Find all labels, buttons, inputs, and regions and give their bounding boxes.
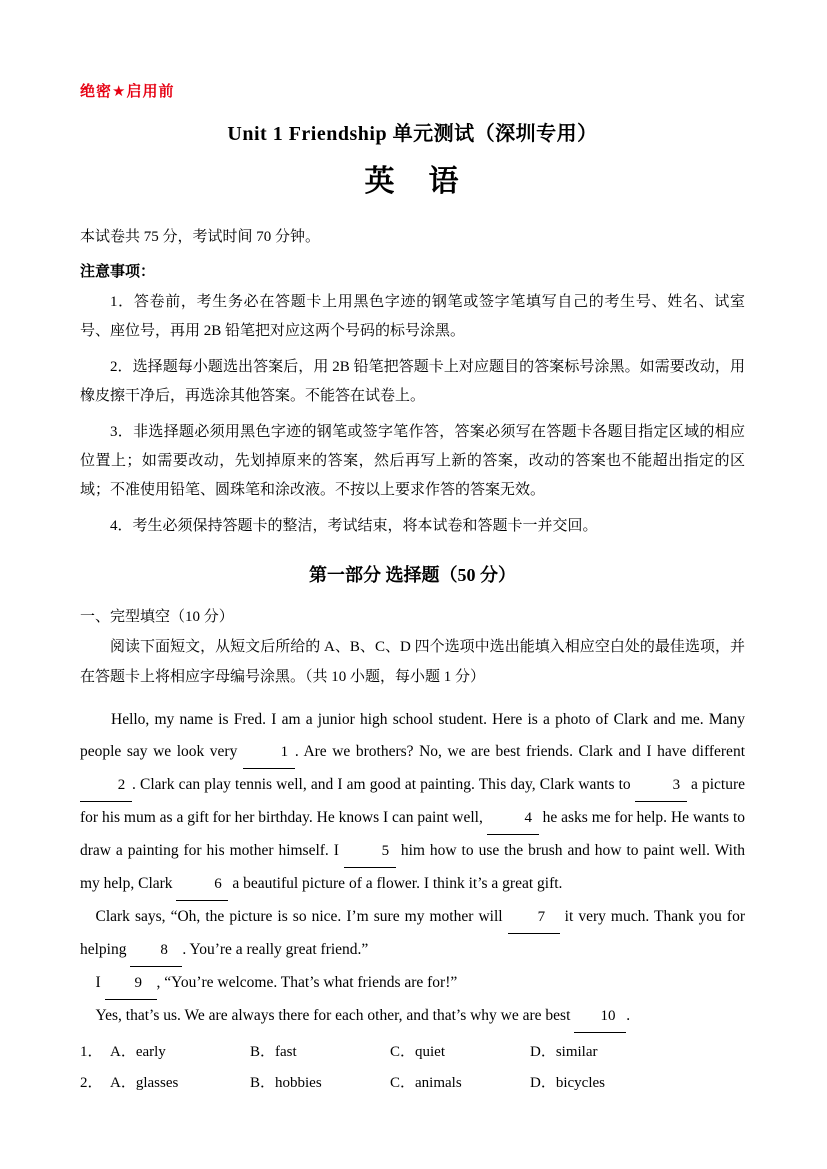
notice-title: 注意事项： (80, 263, 156, 280)
cloze-blank-2: 2 (80, 769, 132, 802)
cloze-blank-1: 1 (243, 736, 295, 769)
option-B: B．hobbies (250, 1075, 322, 1091)
cloze-paragraph: Yes, that’s us. We are always there for each other, and that’s why we are best 10 . (80, 1000, 745, 1033)
cloze-blank-8: 8 (130, 934, 182, 967)
cloze-blank-3: 3 (635, 769, 687, 802)
option-D: D．bicycles (530, 1075, 605, 1091)
cloze-blank-4: 4 (487, 802, 539, 835)
option-A: A．early (110, 1044, 166, 1060)
notice-item-1: 1．答卷前，考生务必在答题卡上用黑色字迹的钢笔或签字笔填写自己的考生号、姓名、试室号、座位号，再用 2B 铅笔把对应这两个号码的标号涂黑。 (80, 294, 745, 339)
cloze-blank-7: 7 (508, 901, 560, 934)
option-A: A．glasses (110, 1075, 179, 1091)
notice-item-3: 3．非选择题必须用黑色字迹的钢笔或签字笔作答，答案必须写在答题卡各题目指定区域的相应位置上；如需要改动，先划掉原来的答案，然后再写上新的答案，改动的答案也不能超出指定的区域；不准使用铅笔、圆珠笔和涂改液。不按以上要求作答的答案无效。 (80, 424, 745, 498)
cloze-section-title: 一、完型填空（10 分） (80, 609, 234, 625)
cloze-questions (80, 1037, 745, 1099)
cloze-blank-9: 9 (105, 967, 157, 1000)
question-number: 2． (80, 1075, 103, 1091)
option-C: C．animals (390, 1075, 462, 1091)
cloze-blank-10: 10 (574, 1000, 626, 1033)
option-D: D．similar (530, 1044, 598, 1060)
question-row (80, 1068, 745, 1099)
notice-item-4: 4．考生必须保持答题卡的整洁，考试结束，将本试卷和答题卡一并交回。 (110, 518, 598, 534)
subject-title: 英 语 (364, 165, 461, 198)
secret-label: 绝密★启用前 (80, 83, 175, 100)
question-number: 1． (80, 1044, 103, 1060)
cloze-blank-5: 5 (344, 835, 396, 868)
notice-item-2: 2．选择题每小题选出答案后，用 2B 铅笔把答题卡上对应题目的答案标号涂黑。如需要改动，用橡皮擦干净后，再选涂其他答案。不能答在试卷上。 (80, 359, 745, 404)
cloze-instructions: 阅读下面短文，从短文后所给的 A、B、C、D 四个选项中选出能填入相应空白处的最佳选项，并在答题卡上将相应字母编号涂黑。（共 10 小题，每小题 1 分） (80, 639, 745, 685)
option-B: B．fast (250, 1044, 297, 1060)
option-C: C．quiet (390, 1044, 445, 1060)
cloze-passage (80, 704, 745, 1033)
cloze-paragraph: I 9 , “You’re welcome. That’s what friends are for!” (80, 967, 745, 1000)
question-row (80, 1037, 745, 1068)
cloze-blank-6: 6 (176, 868, 228, 901)
part1-heading: 第一部分 选择题（50 分） (309, 565, 516, 585)
exam-summary: 本试卷共 75 分，考试时间 70 分钟。 (80, 229, 321, 245)
cloze-paragraph: Clark says, “Oh, the picture is so nice. I’m sure my mother will 7 it very much. Thank you for helping 8 . You’re a really great friend.” (80, 901, 745, 967)
exam-title: Unit 1 Friendship 单元测试（深圳专用） (227, 123, 598, 145)
cloze-paragraph: Hello, my name is Fred. I am a junior high school student. Here is a photo of Clark and me. Many people say we look very 1 . Are we brothers? No, we are best friends. Clark and I have different 2 . Clark can play tennis well, and I am good at painting. This day, Clark wants to 3 a picture for his mum as a gift for her birthday. He knows I can paint well, 4 he asks me for help. He wants to draw a painting for his mother himself. I 5 him how to use the brush and how to paint well. With my help, Clark 6 a beautiful picture of a flower. I think it’s a great gift. (80, 704, 745, 901)
